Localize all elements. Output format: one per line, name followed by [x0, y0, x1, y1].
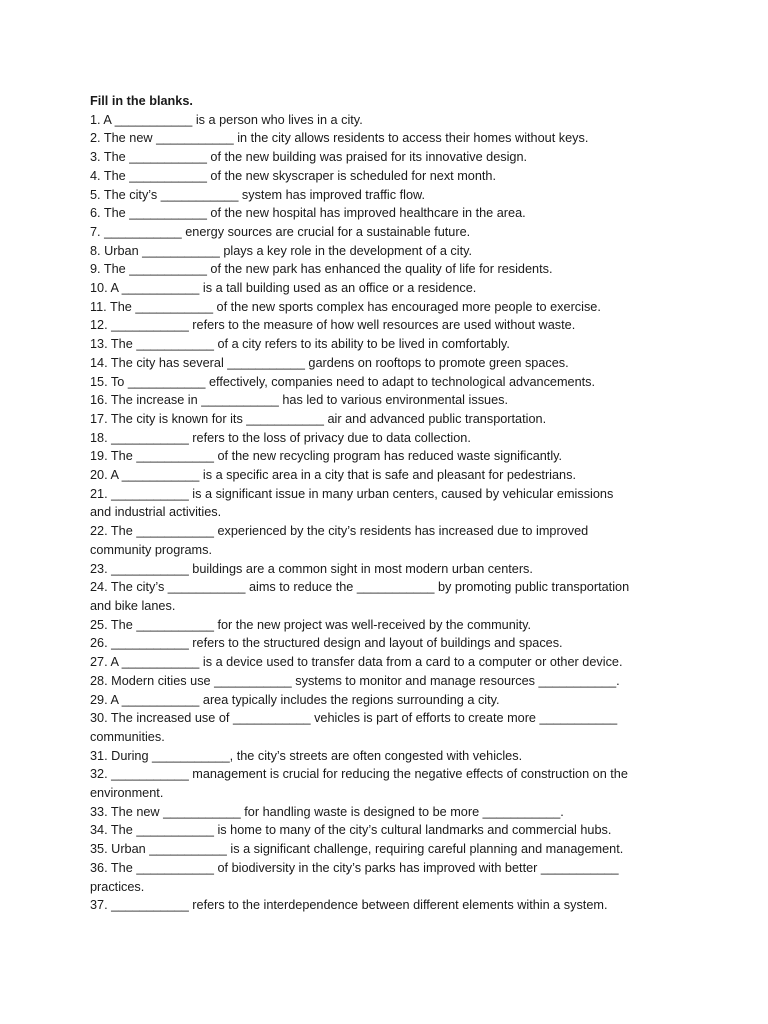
question-line: 5. The city’s ___________ system has improved traffic flow. [90, 187, 425, 202]
question-line: 16. The increase in ___________ has led to various environmental issues. [90, 393, 509, 408]
question-line: 11. The ___________ of the new sports complex has encouraged more people to exercise. [90, 299, 601, 314]
question-line: environment. [90, 786, 164, 801]
question-line: 14. The city has several ___________ gardens on rooftops to promote green spaces. [90, 355, 569, 370]
question-line: 23. ___________ buildings are a common sight in most modern urban centers. [90, 561, 533, 576]
question-line: 27. A ___________ is a device used to transfer data from a card to a computer or other device. [90, 655, 623, 670]
question-line: practices. [90, 879, 145, 894]
question-line: 13. The ___________ of a city refers to its ability to be lived in comfortably. [90, 337, 510, 352]
question-line: 1. A ___________ is a person who lives in a city. [90, 112, 363, 127]
question-line: community programs. [90, 542, 212, 557]
question-line: 6. The ___________ of the new hospital has improved healthcare in the area. [90, 206, 526, 221]
worksheet-title: Fill in the blanks. [90, 94, 193, 108]
question-line: 8. Urban ___________ plays a key role in the development of a city. [90, 243, 473, 258]
question-line: 2. The new ___________ in the city allows residents to access their homes without keys. [90, 131, 589, 146]
question-line: 37. ___________ refers to the interdependence between different elements within a system. [90, 898, 608, 913]
question-line: 7. ___________ energy sources are crucial for a sustainable future. [90, 224, 471, 239]
question-line: 25. The ___________ for the new project was well-received by the community. [90, 617, 532, 632]
question-line: 19. The ___________ of the new recycling program has reduced waste significantly. [90, 449, 563, 464]
question-line: 22. The ___________ experienced by the city’s residents has increased due to improved [90, 524, 589, 539]
question-line: 32. ___________ management is crucial for reducing the negative effects of construction on the [90, 767, 628, 782]
question-line: 26. ___________ refers to the structured design and layout of buildings and spaces. [90, 636, 563, 651]
question-line: 18. ___________ refers to the loss of privacy due to data collection. [90, 430, 471, 445]
question-line: 10. A ___________ is a tall building used as an office or a residence. [90, 281, 477, 296]
question-line: 35. Urban ___________ is a significant challenge, requiring careful planning and management. [90, 842, 624, 857]
worksheet [90, 92, 690, 915]
question-line: 17. The city is known for its ___________ air and advanced public transportation. [90, 411, 547, 426]
question-line: and bike lanes. [90, 598, 176, 613]
question-line: 34. The ___________ is home to many of the city’s cultural landmarks and commercial hubs. [90, 823, 612, 838]
question-line: 29. A ___________ area typically includes the regions surrounding a city. [90, 692, 500, 707]
question-list [90, 111, 690, 915]
question-line: 15. To ___________ effectively, companies need to adapt to technological advancements. [90, 374, 596, 389]
question-line: 9. The ___________ of the new park has enhanced the quality of life for residents. [90, 262, 553, 277]
question-line: 36. The ___________ of biodiversity in the city’s parks has improved with better ___________ [90, 860, 619, 875]
question-line: 28. Modern cities use ___________ systems to monitor and manage resources ___________. [90, 673, 620, 688]
question-line: 33. The new ___________ for handling waste is designed to be more ___________. [90, 804, 564, 819]
question-line: 31. During ___________, the city’s streets are often congested with vehicles. [90, 748, 523, 763]
question-line: 20. A ___________ is a specific area in a city that is safe and pleasant for pedestrians. [90, 468, 576, 483]
question-line: 3. The ___________ of the new building was praised for its innovative design. [90, 150, 528, 165]
question-line: and industrial activities. [90, 505, 222, 520]
question-line: 30. The increased use of ___________ vehicles is part of efforts to create more ___________ [90, 711, 618, 726]
question-line: 21. ___________ is a significant issue in many urban centers, caused by vehicular emissions [90, 486, 614, 501]
question-line: 12. ___________ refers to the measure of how well resources are used without waste. [90, 318, 576, 333]
question-line: communities. [90, 729, 165, 744]
question-line: 4. The ___________ of the new skyscraper is scheduled for next month. [90, 168, 497, 183]
question-line: 24. The city’s ___________ aims to reduce the ___________ by promoting public transportation [90, 580, 630, 595]
